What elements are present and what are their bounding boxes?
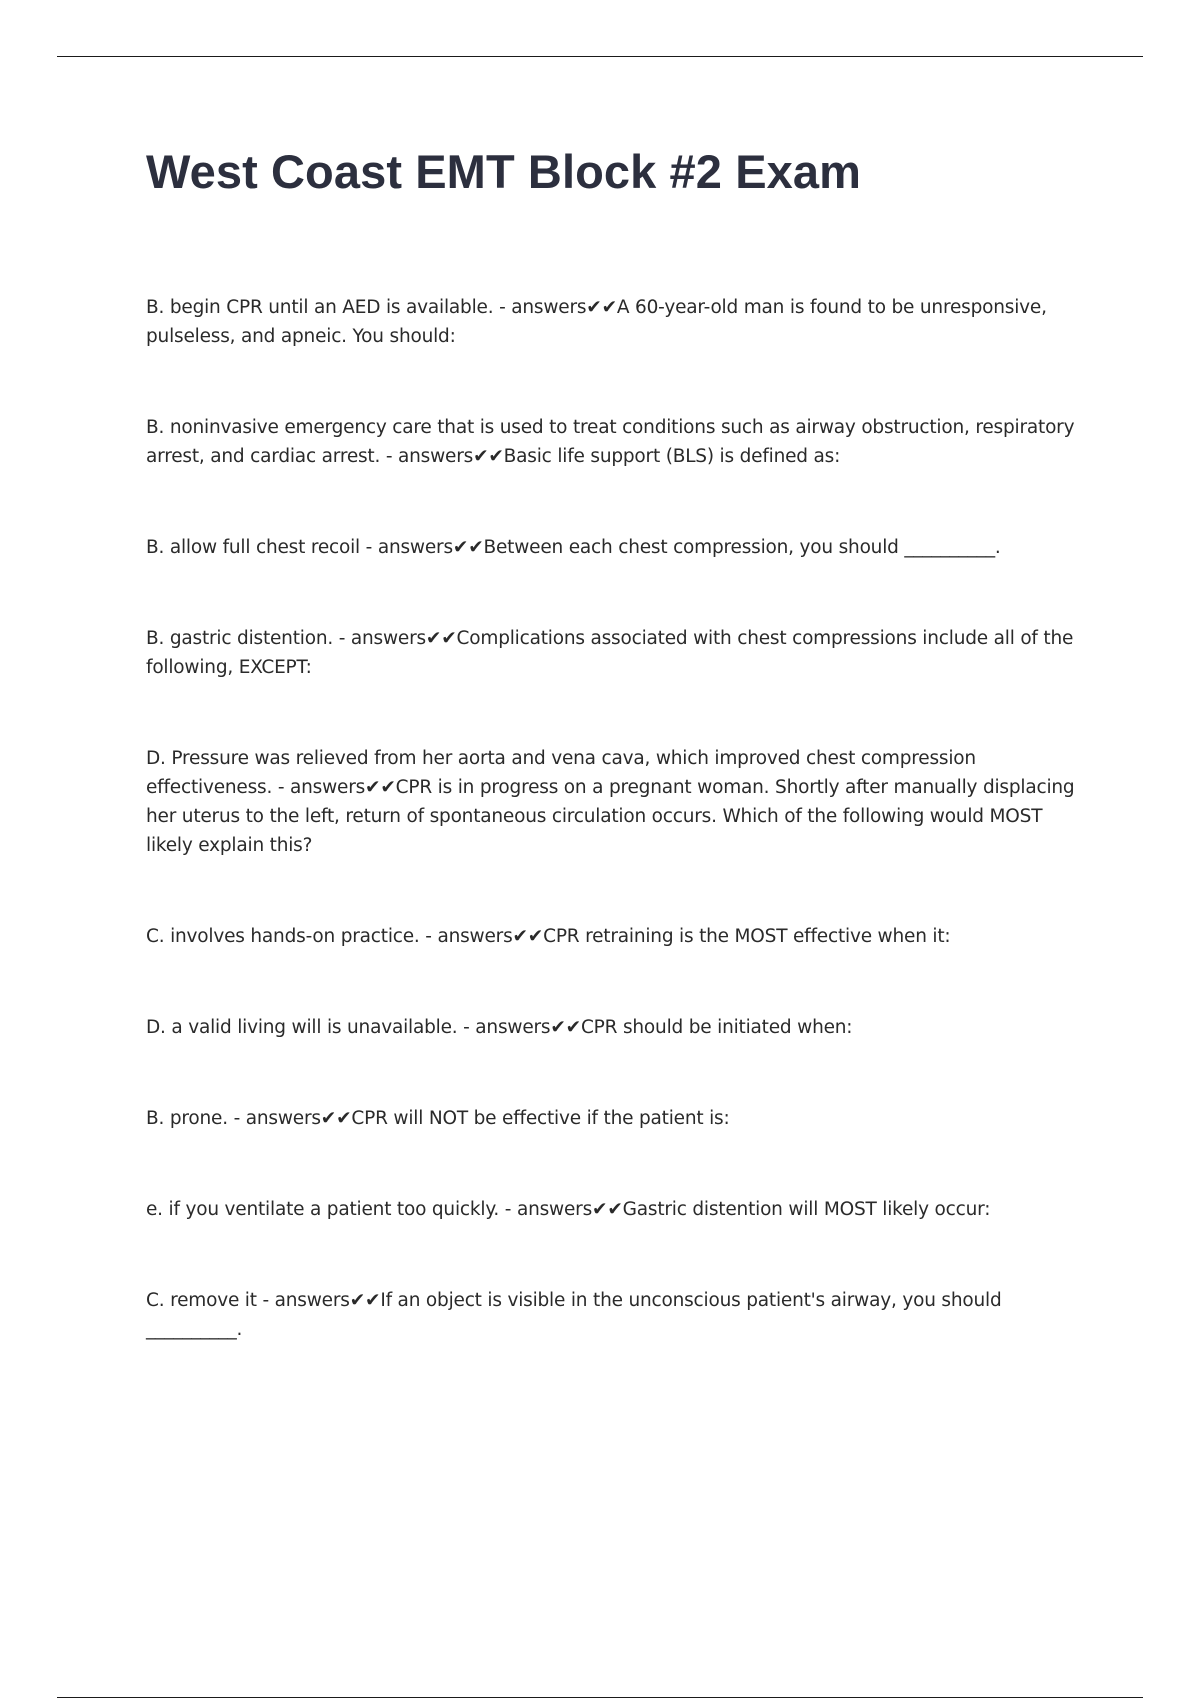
question-text: CPR will NOT be effective if the patient is: xyxy=(351,1108,730,1129)
answer-text: e. if you ventilate a patient too quickly. xyxy=(146,1199,500,1220)
page-title: West Coast EMT Block #2 Exam xyxy=(146,145,862,198)
question-text: Gastric distention will MOST likely occur: xyxy=(622,1199,991,1220)
answers-separator: - answers✔✔ xyxy=(457,1017,581,1038)
answer-text: B. prone. xyxy=(146,1108,228,1129)
answers-separator: - answers✔✔ xyxy=(360,537,484,558)
top-divider xyxy=(57,56,1143,57)
answers-separator: - answers✔✔ xyxy=(380,446,504,467)
qa-item-3 xyxy=(146,533,1076,562)
answer-text: B. begin CPR until an AED is available. xyxy=(146,297,494,318)
qa-item-6 xyxy=(146,922,1076,951)
qa-item-10 xyxy=(146,1286,1076,1344)
question-text: Complications associated with chest compressions include all of the following, EXCEPT: xyxy=(146,628,1074,678)
qa-item-7 xyxy=(146,1013,1076,1042)
answer-text: C. remove it xyxy=(146,1290,257,1311)
answer-text: D. Pressure was relieved from her aorta and vena cava, which improved chest compression effectiveness. xyxy=(146,748,976,798)
qa-item-4 xyxy=(146,624,1076,682)
qa-item-8 xyxy=(146,1104,1076,1133)
qa-item-9 xyxy=(146,1195,1076,1224)
question-text: If an object is visible in the unconscious patient's airway, you should __________. xyxy=(146,1290,1002,1340)
answers-separator: - answers✔✔ xyxy=(272,777,396,798)
bottom-divider xyxy=(57,1697,1143,1698)
question-text: CPR is in progress on a pregnant woman. Shortly after manually displacing her uterus to the left, return of spontaneous circulation occurs. Which of the following would MOST likely explain this? xyxy=(146,777,1075,856)
answers-separator: - answers✔✔ xyxy=(493,297,617,318)
question-text: CPR should be initiated when: xyxy=(580,1017,853,1038)
question-text: Basic life support (BLS) is defined as: xyxy=(503,446,841,467)
answer-text: B. gastric distention. xyxy=(146,628,334,649)
answers-separator: - answers✔✔ xyxy=(419,926,544,947)
answer-text: D. a valid living will is unavailable. xyxy=(146,1017,458,1038)
answer-text: C. involves hands-on practice. xyxy=(146,926,420,947)
answers-separator: - answers✔✔ xyxy=(499,1199,623,1220)
question-text: CPR retraining is the MOST effective when it: xyxy=(543,926,951,947)
answer-text: B. allow full chest recoil xyxy=(146,537,360,558)
qa-list xyxy=(146,293,1076,1406)
question-text: Between each chest compression, you should __________. xyxy=(483,537,1001,558)
qa-item-2 xyxy=(146,413,1076,471)
answers-separator: - answers✔✔ xyxy=(227,1108,352,1129)
answers-separator: - answers✔✔ xyxy=(333,628,457,649)
answers-separator: - answers✔✔ xyxy=(256,1290,381,1311)
answer-text: B. noninvasive emergency care that is used to treat conditions such as airway obstruction, respiratory arrest, and cardiac arrest. xyxy=(146,417,1075,467)
question-text: A 60-year-old man is found to be unresponsive, pulseless, and apneic. You should: xyxy=(146,297,1047,347)
qa-item-1 xyxy=(146,293,1076,351)
qa-item-5 xyxy=(146,744,1076,860)
